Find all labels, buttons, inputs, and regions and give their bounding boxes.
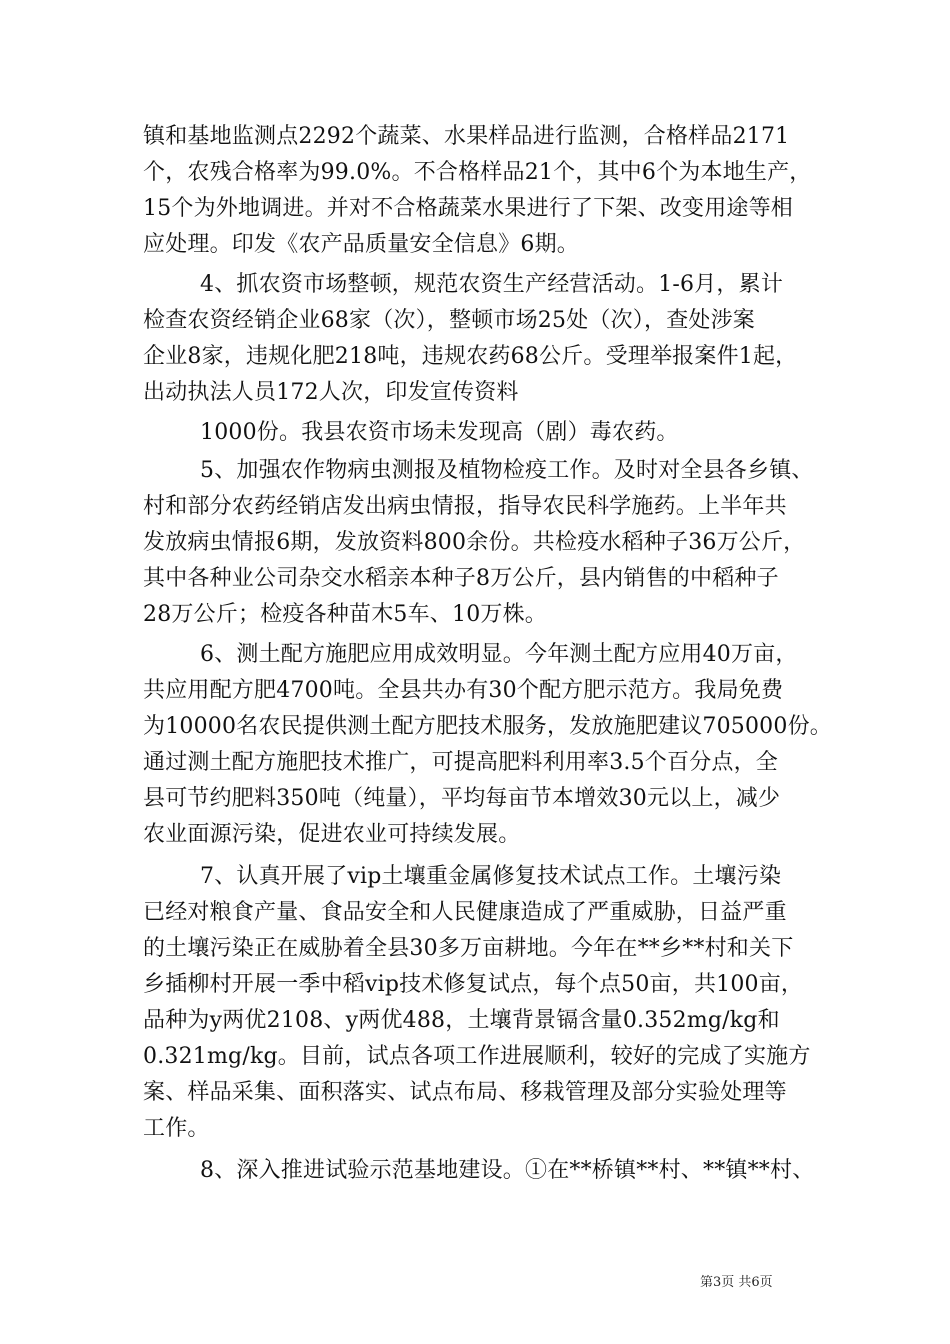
- text-line: 1000份。我县农资市场未发现高（剧）毒农药。: [200, 420, 679, 445]
- text-line: 0.321mg/kg。目前，试点各项工作进展顺利，较好的完成了实施方: [143, 1044, 811, 1069]
- paragraph-7-start: 7、认真开展了vip土壤重金属修复技术试点工作。土壤污染: [200, 864, 782, 889]
- text-line: 发放病虫情报6期，发放资料800余份。共检疫水稻种子36万公斤，: [143, 530, 806, 555]
- text-line: 个，农残合格率为99.0%。不合格样品21个，其中6个为本地生产，: [143, 160, 812, 185]
- text-line: 农业面源污染，促进农业可持续发展。: [143, 822, 521, 847]
- paragraph-6-start: 6、测土配方施肥应用成效明显。今年测土配方应用40万亩，: [200, 642, 798, 667]
- text-line: 共应用配方肥4700吨。全县共办有30个配方肥示范方。我局免费: [143, 678, 784, 703]
- text-line: 乡插柳村开展一季中稻vip技术修复试点，每个点50亩，共100亩，: [143, 972, 804, 997]
- text-line: 28万公斤；检疫各种苗木5车、10万株。: [143, 602, 547, 627]
- text-line: 应处理。印发《农产品质量安全信息》6期。: [143, 232, 579, 257]
- text-line: 县可节约肥料350吨（纯量），平均每亩节本增效30元以上，减少: [143, 786, 781, 811]
- text-line: 镇和基地监测点2292个蔬菜、水果样品进行监测，合格样品2171: [143, 124, 790, 149]
- paragraph-8-start: 8、深入推进试验示范基地建设。①在**桥镇**村、**镇**村、: [200, 1158, 815, 1183]
- paragraph-4-start: 4、抓农资市场整顿，规范农资生产经营活动。1-6月，累计: [200, 272, 784, 297]
- text-line: 村和部分农药经销店发出病虫情报，指导农民科学施药。上半年共: [143, 494, 787, 519]
- text-line: 为10000名农民提供测土配方肥技术服务，发放施肥建议705000份。: [143, 714, 832, 739]
- paragraph-5-start: 5、加强农作物病虫测报及植物检疫工作。及时对全县各乡镇、: [200, 458, 814, 483]
- text-line: 工作。: [143, 1116, 210, 1141]
- text-line: 品种为y两优2108、y两优488，土壤背景镉含量0.352mg/kg和: [143, 1008, 780, 1033]
- text-line: 的土壤污染正在威胁着全县30多万亩耕地。今年在**乡**村和关下: [143, 936, 794, 961]
- text-line: 通过测土配方施肥技术推广，可提高肥料利用率3.5个百分点，全: [143, 750, 778, 775]
- page-number: 第3页 共6页: [700, 1275, 773, 1290]
- text-line: 企业8家，违规化肥218吨，违规农药68公斤。受理举报案件1起，: [143, 344, 798, 369]
- text-line: 其中各种业公司杂交水稻亲本种子8万公斤，县内销售的中稻种子: [143, 566, 779, 591]
- text-line: 出动执法人员172人次，印发宣传资料: [143, 380, 519, 405]
- text-line: 检查农资经销企业68家（次），整顿市场25处（次），查处涉案: [143, 308, 755, 333]
- text-line: 已经对粮食产量、食品安全和人民健康造成了严重威胁，日益严重: [143, 900, 787, 925]
- text-line: 案、样品采集、面积落实、试点布局、移栽管理及部分实验处理等: [143, 1080, 787, 1105]
- text-line: 15个为外地调进。并对不合格蔬菜水果进行了下架、改变用途等相: [143, 196, 793, 221]
